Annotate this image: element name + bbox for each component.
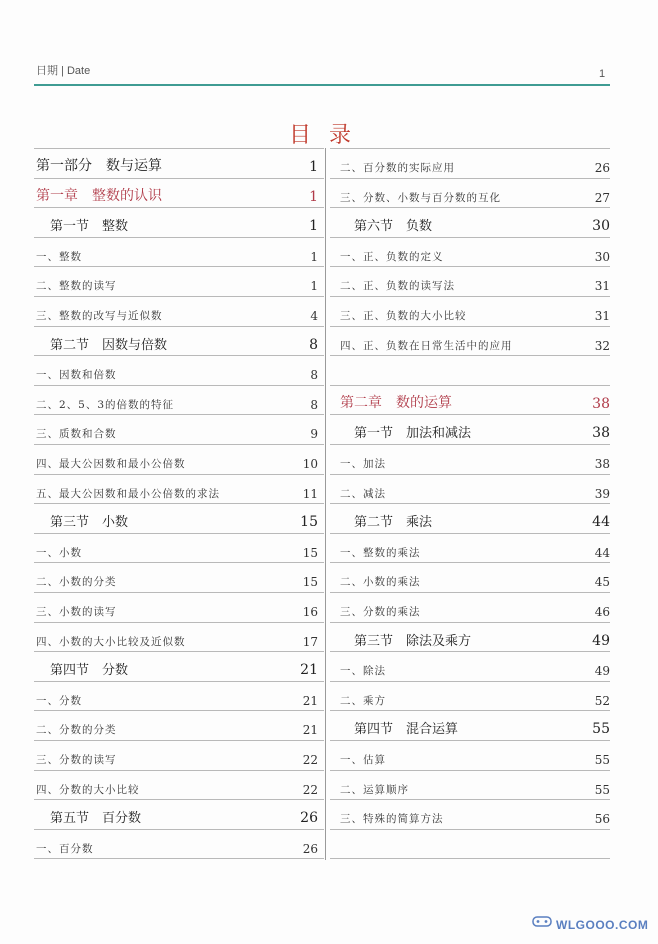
toc-entry-label: 四、正、负数在日常生活中的应用 [340, 340, 513, 352]
toc-entry-page: 45 [594, 575, 610, 589]
row-rule [34, 651, 324, 652]
toc-section-entry[interactable] [50, 210, 318, 234]
toc-entry-label: 第一节 加法和减法 [354, 426, 472, 441]
row-rule [330, 562, 610, 563]
toc-chapter-entry[interactable] [340, 388, 610, 412]
toc-item-entry[interactable] [340, 151, 610, 175]
row-rule [330, 533, 610, 534]
toc-section-entry[interactable] [50, 506, 318, 530]
toc-entry-page: 8 [309, 337, 318, 353]
toc-section-entry[interactable] [354, 417, 610, 441]
toc-entry-label: 二、减法 [340, 488, 386, 500]
toc-item-entry[interactable] [340, 773, 610, 797]
toc-entry-page: 9 [310, 427, 318, 441]
row-rule [330, 592, 610, 593]
toc-item-entry[interactable] [340, 595, 610, 619]
row-rule [34, 710, 324, 711]
toc-item-entry[interactable] [340, 654, 610, 678]
row-rule [330, 326, 610, 327]
toc-item-entry[interactable] [36, 773, 318, 797]
row-rule [34, 622, 324, 623]
toc-entry-label: 第一部分 数与运算 [36, 158, 162, 174]
row-rule [34, 444, 324, 445]
toc-section-entry[interactable] [354, 210, 610, 234]
toc-entry-label: 第二章 数的运算 [340, 395, 452, 411]
toc-item-entry[interactable] [340, 181, 610, 205]
toc-entry-label: 第一章 整数的认识 [36, 188, 162, 204]
toc-item-entry[interactable] [340, 536, 610, 560]
toc-entry-page: 44 [594, 546, 610, 560]
toc-entry-page: 1 [309, 159, 318, 175]
toc-entry-page: 11 [302, 487, 318, 501]
toc-item-entry[interactable] [36, 565, 318, 589]
toc-entry-label: 一、百分数 [36, 843, 94, 855]
row-rule [330, 829, 610, 830]
toc-entry-label: 一、整数的乘法 [340, 547, 421, 559]
toc-item-entry[interactable] [36, 358, 318, 382]
toc-entry-label: 三、特殊的简算方法 [340, 813, 444, 825]
toc-item-entry[interactable] [36, 447, 318, 471]
toc-title: 目录 [288, 123, 369, 148]
row-rule [34, 858, 324, 859]
row-rule [34, 681, 324, 682]
row-rule [34, 799, 324, 800]
toc-entry-page: 46 [594, 605, 610, 619]
toc-item-entry[interactable] [36, 240, 318, 264]
row-rule [34, 355, 324, 356]
toc-entry-label: 一、因数和倍数 [36, 369, 117, 381]
toc-section-entry[interactable] [50, 802, 318, 826]
toc-entry-label: 三、分数、小数与百分数的互化 [340, 192, 501, 204]
toc-entry-label: 第三节 小数 [50, 515, 129, 530]
toc-entry-label: 一、除法 [340, 665, 386, 677]
toc-entry-label: 一、加法 [340, 458, 386, 470]
row-rule [330, 710, 610, 711]
date-label: 日期 | Date [36, 65, 91, 77]
row-rule [34, 266, 324, 267]
toc-entry-page: 27 [594, 191, 610, 205]
toc-entry-label: 二、百分数的实际应用 [340, 162, 455, 174]
toc-entry-page: 1 [310, 250, 318, 264]
toc-item-entry[interactable] [340, 684, 610, 708]
toc-entry-label: 二、分数的分类 [36, 724, 117, 736]
toc-entry-page: 55 [594, 783, 610, 797]
toc-entry-label: 一、正、负数的定义 [340, 251, 444, 263]
toc-item-entry[interactable] [340, 743, 610, 767]
toc-entry-label: 第二节 乘法 [354, 515, 433, 530]
toc-item-entry[interactable] [36, 832, 318, 856]
toc-item-entry[interactable] [36, 269, 318, 293]
row-rule [330, 740, 610, 741]
toc-section-entry[interactable] [50, 654, 318, 678]
toc-entry-label: 三、小数的读写 [36, 606, 117, 618]
toc-entry-page: 31 [594, 279, 610, 293]
toc-entry-label: 三、分数的读写 [36, 754, 117, 766]
toc-section-entry[interactable] [354, 506, 610, 530]
watermark: WLGOOO.COM [556, 918, 649, 932]
toc-item-entry[interactable] [36, 743, 318, 767]
toc-entry-page: 38 [592, 396, 610, 412]
toc-entry-page: 26 [594, 161, 610, 175]
toc-entry-page: 39 [594, 487, 610, 501]
toc-item-entry[interactable] [36, 713, 318, 737]
toc-entry-page: 44 [592, 514, 610, 530]
toc-item-entry[interactable] [340, 565, 610, 589]
toc-entry-page: 55 [592, 721, 610, 737]
toc-entry-label: 二、运算顺序 [340, 784, 409, 796]
toc-entry-label: 二、正、负数的读写法 [340, 280, 455, 292]
row-rule [34, 740, 324, 741]
toc-entry-page: 49 [594, 664, 610, 678]
toc-item-entry[interactable] [340, 447, 610, 471]
toc-entry-label: 第四节 分数 [50, 663, 129, 678]
toc-entry-page: 32 [594, 339, 610, 353]
toc-entry-label: 四、分数的大小比较 [36, 784, 140, 796]
toc-entry-page: 55 [594, 753, 610, 767]
row-rule [34, 414, 324, 415]
toc-entry-label: 一、估算 [340, 754, 386, 766]
toc-section-entry[interactable] [354, 625, 610, 649]
toc-entry-page: 22 [302, 753, 318, 767]
row-rule [34, 385, 324, 386]
toc-section-entry[interactable] [354, 713, 610, 737]
row-rule [330, 355, 610, 356]
toc-entry-page: 16 [302, 605, 318, 619]
toc-item-entry[interactable] [340, 269, 610, 293]
toc-entry-label: 第五节 百分数 [50, 811, 142, 826]
toc-entry-label: 第六节 负数 [354, 219, 433, 234]
toc-entry-page: 1 [309, 218, 318, 234]
toc-blank-row [340, 358, 610, 382]
toc-item-entry[interactable] [340, 477, 610, 501]
toc-entry-label: 第四节 混合运算 [354, 722, 459, 737]
row-rule [34, 148, 324, 149]
toc-entry-page: 49 [592, 633, 610, 649]
row-rule [330, 770, 610, 771]
row-rule [330, 207, 610, 208]
toc-item-entry[interactable] [36, 625, 318, 649]
toc-entry-page: 15 [302, 575, 318, 589]
row-rule [330, 474, 610, 475]
toc-entry-label: 三、正、负数的大小比较 [340, 310, 467, 322]
toc-entry-page: 8 [310, 398, 318, 412]
toc-entry-page: 56 [594, 812, 610, 826]
row-rule [34, 326, 324, 327]
toc-entry-label: 一、分数 [36, 695, 82, 707]
toc-entry-label: 五、最大公因数和最小公倍数的求法 [36, 488, 220, 500]
row-rule [34, 207, 324, 208]
toc-entry-page: 52 [594, 694, 610, 708]
toc-entry-label: 三、整数的改写与近似数 [36, 310, 163, 322]
row-rule [330, 148, 610, 149]
row-rule [330, 651, 610, 652]
toc-section-entry[interactable] [50, 329, 318, 353]
toc-entry-label: 四、最大公因数和最小公倍数 [36, 458, 186, 470]
toc-entry-label: 二、小数的乘法 [340, 576, 421, 588]
toc-entry-page: 38 [592, 425, 610, 441]
toc-item-entry[interactable] [36, 299, 318, 323]
toc-entry-label: 第二节 因数与倍数 [50, 338, 168, 353]
toc-entry-label: 四、小数的大小比较及近似数 [36, 636, 186, 648]
toc-chapter-entry[interactable] [36, 181, 318, 205]
row-rule [330, 444, 610, 445]
toc-entry-label: 一、整数 [36, 251, 82, 263]
column-divider [325, 148, 326, 860]
toc-entry-label: 二、乘方 [340, 695, 386, 707]
row-rule [330, 178, 610, 179]
row-rule [34, 562, 324, 563]
toc-entry-label: 二、2、5、3的倍数的特征 [36, 399, 175, 411]
toc-entry-label: 第三节 除法及乘方 [354, 634, 472, 649]
toc-entry-page: 31 [594, 309, 610, 323]
toc-item-entry[interactable] [340, 802, 610, 826]
toc-entry-label: 三、分数的乘法 [340, 606, 421, 618]
toc-entry-page: 1 [310, 279, 318, 293]
toc-item-entry[interactable] [36, 684, 318, 708]
toc-entry-page: 26 [300, 810, 318, 826]
row-rule [34, 770, 324, 771]
toc-entry-page: 8 [310, 368, 318, 382]
toc-item-entry[interactable] [340, 240, 610, 264]
toc-entry-page: 10 [302, 457, 318, 471]
toc-entry-page: 15 [300, 514, 318, 530]
row-rule [34, 474, 324, 475]
row-rule [34, 237, 324, 238]
toc-entry-page: 4 [310, 309, 318, 323]
toc-item-entry[interactable] [36, 595, 318, 619]
row-rule [34, 178, 324, 179]
toc-entry-page: 15 [302, 546, 318, 560]
row-rule [34, 592, 324, 593]
toc-entry-page: 21 [302, 694, 318, 708]
row-rule [330, 681, 610, 682]
row-rule [330, 296, 610, 297]
toc-entry-page: 1 [309, 189, 318, 205]
toc-entry-label: 第一节 整数 [50, 219, 129, 234]
page-number: 1 [599, 68, 606, 80]
gamepad-icon [532, 912, 552, 930]
toc-entry-label: 二、小数的分类 [36, 576, 117, 588]
row-rule [34, 296, 324, 297]
toc-item-entry[interactable] [36, 536, 318, 560]
row-rule [330, 858, 610, 859]
toc-item-entry[interactable] [340, 329, 610, 353]
toc-entry-label: 二、整数的读写 [36, 280, 117, 292]
toc-item-entry[interactable] [36, 417, 318, 441]
toc-entry-page: 26 [302, 842, 318, 856]
row-rule [330, 503, 610, 504]
toc-part-entry[interactable] [36, 151, 318, 175]
row-rule [330, 266, 610, 267]
header-rule [34, 84, 610, 86]
toc-entry-page: 21 [300, 662, 318, 678]
row-rule [330, 799, 610, 800]
toc-entry-page: 22 [302, 783, 318, 797]
row-rule [330, 622, 610, 623]
row-rule [34, 829, 324, 830]
row-rule [330, 385, 610, 386]
row-rule [330, 237, 610, 238]
toc-item-entry[interactable] [36, 477, 318, 501]
toc-entry-label: 一、小数 [36, 547, 82, 559]
row-rule [330, 414, 610, 415]
toc-entry-label: 三、质数和合数 [36, 428, 117, 440]
toc-entry-page: 17 [302, 635, 318, 649]
toc-entry-page: 38 [594, 457, 610, 471]
toc-entry-page: 30 [592, 218, 610, 234]
row-rule [34, 503, 324, 504]
toc-entry-page: 30 [594, 250, 610, 264]
toc-item-entry[interactable] [36, 388, 318, 412]
row-rule [34, 533, 324, 534]
toc-entry-page: 21 [302, 723, 318, 737]
toc-item-entry[interactable] [340, 299, 610, 323]
